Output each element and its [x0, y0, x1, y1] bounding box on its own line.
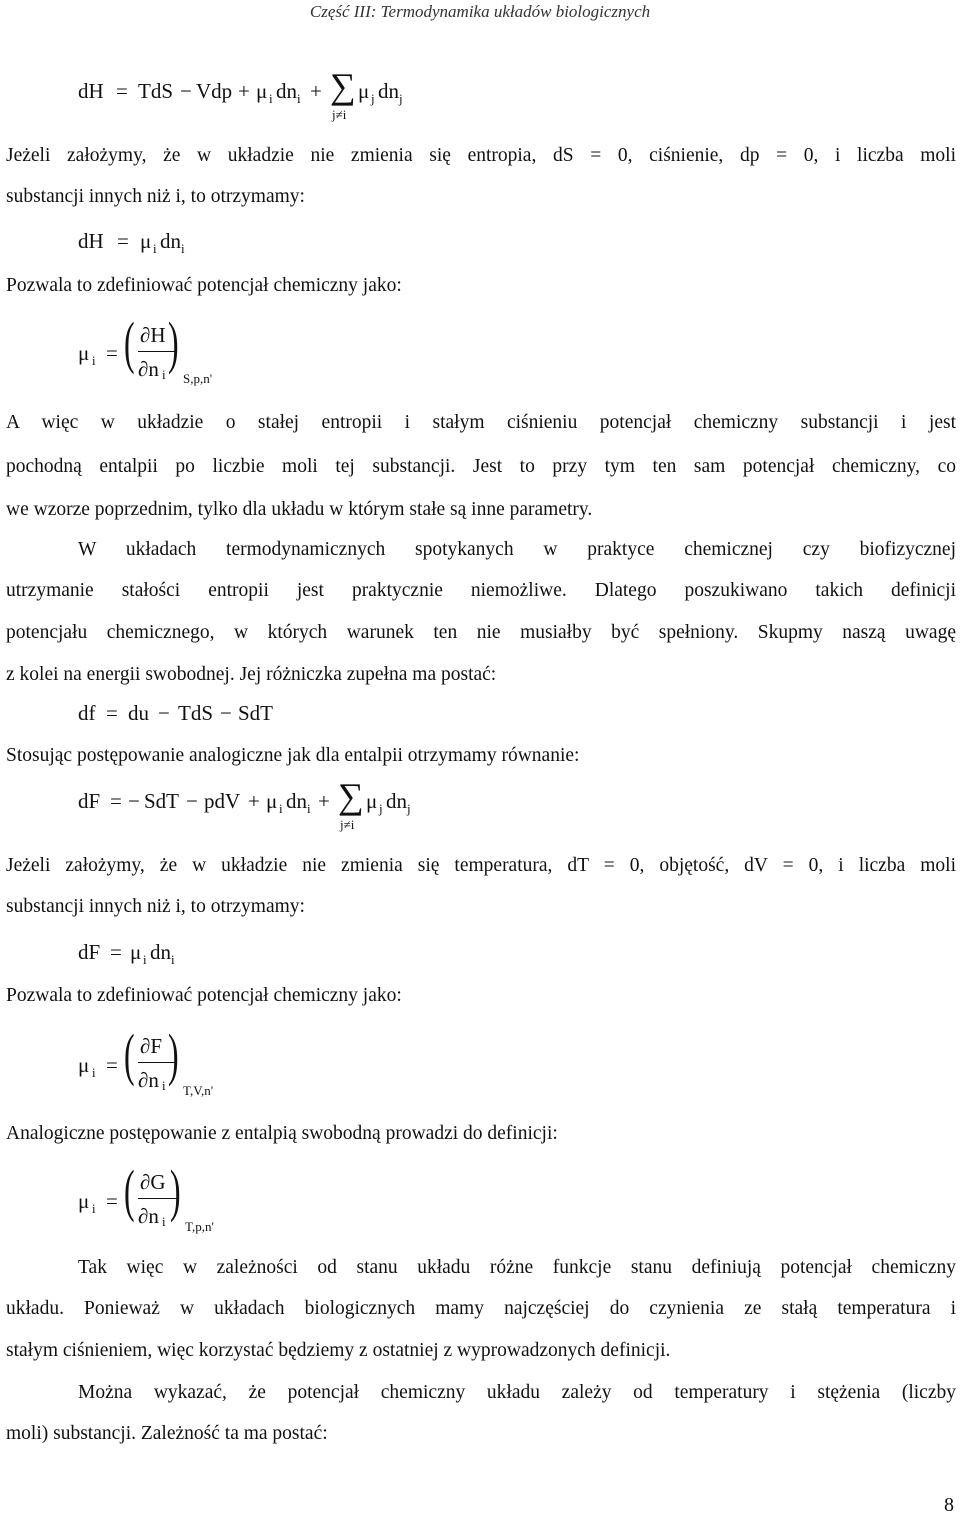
eq-symbol: dH: [78, 229, 104, 253]
right-paren: ): [170, 1158, 181, 1223]
eq-symbol: =: [106, 1053, 118, 1077]
eq-subscript: i: [92, 353, 96, 368]
paragraph-line: Można wykazać, że potencjał chemiczny układu zależy od temperatury i stężenia (liczby: [78, 1382, 956, 1403]
derivative-numerator: ∂F: [140, 1034, 163, 1058]
paragraph-line: Jeżeli założymy, że w układzie nie zmienia się temperatura, dT = 0, objętość, dV = 0, i liczba moli: [6, 855, 956, 876]
eq-subscript: i: [92, 1065, 96, 1080]
left-paren: (: [124, 310, 135, 375]
eq-symbol: +: [310, 79, 322, 103]
eq-symbol: μ: [78, 1053, 90, 1077]
eq-symbol: μ: [358, 79, 370, 103]
derivative-numerator: ∂G: [140, 1170, 166, 1194]
paragraph-line: moli) substancji. Zależność ta ma postać:: [6, 1423, 328, 1444]
eq-symbol: dn: [286, 789, 307, 813]
eq-symbol: =: [106, 701, 118, 725]
paragraph-line: pochodną entalpii po liczbie moli tej substancji. Jest to przy tym ten sam potencjał chemiczny, co: [6, 456, 956, 477]
left-paren: (: [124, 1022, 135, 1087]
running-header: Część III: Termodynamika układów biologicznych: [309, 2, 651, 21]
eq-symbol: =: [106, 1189, 118, 1213]
paragraph-line: substancji innych niż i, to otrzymamy:: [6, 186, 305, 207]
eq-symbol: μ: [266, 789, 278, 813]
eq-subscript: i: [153, 241, 157, 256]
eq-symbol: dn: [378, 79, 399, 103]
eq-symbol: +: [318, 789, 330, 813]
eq-symbol: du: [128, 701, 149, 725]
left-paren: (: [124, 1158, 135, 1223]
eq-symbol: TdS: [138, 79, 174, 103]
eq-symbol: μ: [256, 79, 268, 103]
eq-symbol: =: [110, 789, 122, 813]
paragraph-line: Analogiczne postępowanie z entalpią swobodną prowadzi do definicji:: [6, 1123, 558, 1144]
eq-symbol: dn: [160, 229, 181, 253]
paragraph-line: Pozwala to zdefiniować potencjał chemiczny jako:: [6, 985, 402, 1006]
constraint-subscript: T,p,n': [185, 1219, 214, 1234]
derivative-denominator: ∂n: [138, 357, 159, 381]
paragraph-line: W układach termodynamicznych spotykanych w praktyce chemicznej czy biofizycznej: [78, 539, 956, 560]
eq-subscript: i: [307, 801, 311, 816]
eq-symbol: Vdp: [196, 79, 233, 103]
eq-subscript: i: [181, 241, 185, 256]
eq-symbol: dH: [78, 79, 104, 103]
eq-subscript: i: [279, 801, 283, 816]
eq-subscript: i: [92, 1201, 96, 1216]
paragraph-line: stałym ciśnieniem, więc korzystać będziemy z ostatniej z wyprowadzonych definicji.: [6, 1340, 671, 1361]
eq-subscript: i: [171, 952, 175, 967]
eq-symbol: dn: [150, 940, 171, 964]
eq-symbol: +: [248, 789, 260, 813]
paragraph-line: substancji innych niż i, to otrzymamy:: [6, 896, 305, 917]
sum-index: j≠i: [332, 107, 347, 122]
paragraph-line: Pozwala to zdefiniować potencjał chemiczny jako:: [6, 275, 402, 296]
eq-subscript: j: [371, 91, 375, 106]
eq-subscript: j: [399, 91, 403, 106]
paragraph-line: Tak więc w zależności od stanu układu różne funkcje stanu definiują potencjał chemiczny: [78, 1257, 956, 1278]
eq-subscript: i: [269, 91, 273, 106]
eq-symbol: TdS: [178, 701, 214, 725]
derivative-numerator: ∂H: [140, 323, 166, 347]
eq-symbol: =: [117, 229, 129, 253]
eq-symbol: dF: [78, 789, 101, 813]
eq-symbol: SdT: [238, 701, 274, 725]
paragraph-line: we wzorze poprzednim, tylko dla układu w którym stałe są inne parametry.: [6, 499, 593, 520]
paragraph-line: z kolei na energii swobodnej. Jej różniczka zupełna ma postać:: [6, 664, 497, 685]
eq-symbol: dn: [276, 79, 297, 103]
eq-symbol: μ: [140, 229, 152, 253]
eq-symbol: dF: [78, 940, 101, 964]
eq-symbol: μ: [130, 940, 142, 964]
eq-symbol: df: [78, 701, 96, 725]
eq-symbol: μ: [78, 341, 90, 365]
constraint-subscript: T,V,n': [183, 1083, 214, 1098]
eq-subscript: j: [379, 801, 383, 816]
sum-sign: ∑: [338, 776, 364, 816]
right-paren: ): [168, 1022, 179, 1087]
paragraph-line: A więc w układzie o stałej entropii i stałym ciśnieniu potencjał chemiczny substancji i jest: [6, 412, 956, 433]
sum-index: j≠i: [340, 817, 355, 832]
eq-symbol: pdV: [204, 789, 241, 813]
eq-symbol: μ: [78, 1189, 90, 1213]
paragraph-line: utrzymanie stałości entropii jest praktycznie niemożliwe. Dlatego poszukiwano takich definicji: [6, 580, 956, 601]
eq-subscript: j: [407, 801, 411, 816]
eq-subscript: i: [143, 952, 147, 967]
paragraph-line: układu. Ponieważ w układach biologicznych mamy najczęściej do czynienia ze stałą temperatura i: [6, 1298, 956, 1319]
eq-subscript: i: [297, 91, 301, 106]
eq-symbol: +: [238, 79, 250, 103]
sum-sign: ∑: [330, 66, 356, 106]
eq-subscript: i: [162, 367, 166, 382]
page-number: 8: [944, 1494, 954, 1516]
eq-symbol: =: [110, 940, 122, 964]
eq-subscript: i: [162, 1078, 166, 1093]
eq-symbol: dn: [386, 789, 407, 813]
paragraph-line: Stosując postępowanie analogiczne jak dla entalpii otrzymamy równanie:: [6, 745, 580, 766]
eq-symbol: =: [106, 341, 118, 365]
paragraph-line: potencjału chemicznego, w których warunek ten nie musiałby być spełniony. Skupmy naszą uwagę: [6, 622, 956, 643]
eq-symbol: μ: [366, 789, 378, 813]
right-paren: ): [168, 310, 179, 375]
eq-symbol: =: [116, 79, 128, 103]
eq-subscript: i: [162, 1214, 166, 1229]
paragraph-line: Jeżeli założymy, że w układzie nie zmienia się entropia, dS = 0, ciśnienie, dp = 0, i liczba moli: [6, 145, 956, 166]
derivative-denominator: ∂n: [138, 1068, 159, 1092]
derivative-denominator: ∂n: [138, 1204, 159, 1228]
eq-symbol: SdT: [144, 789, 180, 813]
constraint-subscript: S,p,n': [183, 371, 213, 386]
